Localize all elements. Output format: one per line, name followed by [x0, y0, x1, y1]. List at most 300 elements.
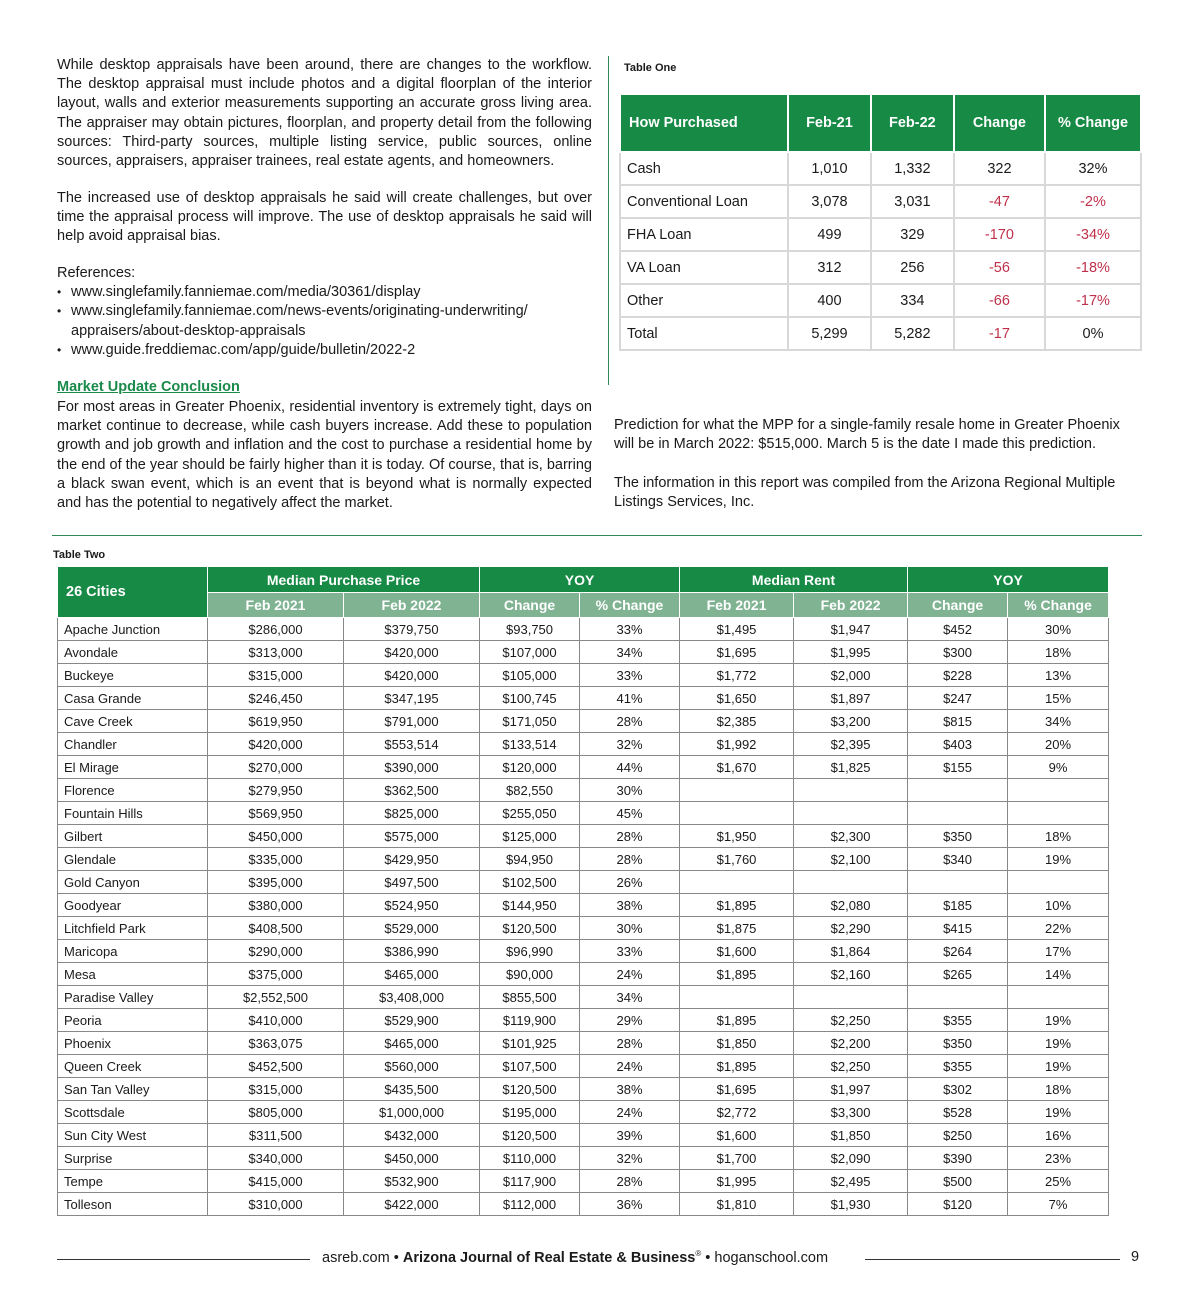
rent-feb-2021: $1,600 — [680, 940, 794, 963]
purchase-change: $96,990 — [480, 940, 580, 963]
subheader-rent-feb-2021: Feb 2021 — [680, 593, 794, 618]
table-two-row — [58, 986, 1109, 1009]
purchase-pct-change: 38% — [580, 894, 680, 917]
purchase-change: $82,550 — [480, 779, 580, 802]
table-two-row — [58, 940, 1109, 963]
rent-feb-2021 — [680, 986, 794, 1009]
city-name: Apache Junction — [58, 618, 208, 641]
reference-link[interactable]: • www.singlefamily.fanniemae.com/news-events/originating-underwriting/ appraisers/about-desktop-appraisals — [71, 302, 597, 340]
table-two-row — [58, 641, 1109, 664]
purchase-feb-2021: $408,500 — [208, 917, 344, 940]
rent-feb-2022 — [794, 779, 908, 802]
rent-feb-2021: $1,895 — [680, 963, 794, 986]
table-two-row — [58, 917, 1109, 940]
city-name: Maricopa — [58, 940, 208, 963]
table-one-cell-feb22: 334 — [871, 284, 954, 317]
purchase-pct-change: 36% — [580, 1193, 680, 1216]
page-number: 9 — [1131, 1249, 1140, 1265]
purchase-feb-2021: $313,000 — [208, 641, 344, 664]
city-name: Fountain Hills — [58, 802, 208, 825]
reference-link[interactable]: • www.guide.freddiemac.com/app/guide/bulletin/2022-2 — [71, 341, 597, 360]
purchase-feb-2021: $270,000 — [208, 756, 344, 779]
table-one-row — [620, 152, 1141, 185]
purchase-feb-2021: $410,000 — [208, 1009, 344, 1032]
purchase-pct-change: 39% — [580, 1124, 680, 1147]
table-one-cell-feb21: 1,010 — [788, 152, 871, 185]
purchase-feb-2022: $379,750 — [344, 618, 480, 641]
purchase-feb-2022: $450,000 — [344, 1147, 480, 1170]
purchase-change: $171,050 — [480, 710, 580, 733]
table-one-row — [620, 317, 1141, 350]
rent-feb-2021: $1,850 — [680, 1032, 794, 1055]
rent-feb-2022 — [794, 871, 908, 894]
purchase-feb-2022: $791,000 — [344, 710, 480, 733]
table-one-row — [620, 185, 1141, 218]
purchase-change: $120,500 — [480, 917, 580, 940]
rent-pct-change: 18% — [1008, 641, 1109, 664]
rent-feb-2021 — [680, 802, 794, 825]
purchase-feb-2021: $569,950 — [208, 802, 344, 825]
table-two-row — [58, 848, 1109, 871]
table-two-row — [58, 1078, 1109, 1101]
table-one-caption: Table One — [624, 62, 677, 74]
rent-feb-2021: $1,695 — [680, 641, 794, 664]
table-one-row — [620, 251, 1141, 284]
city-name: Avondale — [58, 641, 208, 664]
rent-change: $390 — [908, 1147, 1008, 1170]
purchase-change: $117,900 — [480, 1170, 580, 1193]
rent-pct-change: 19% — [1008, 1101, 1109, 1124]
rent-pct-change: 22% — [1008, 917, 1109, 940]
rent-pct-change: 16% — [1008, 1124, 1109, 1147]
purchase-feb-2021: $335,000 — [208, 848, 344, 871]
rent-feb-2022: $1,825 — [794, 756, 908, 779]
city-name: Chandler — [58, 733, 208, 756]
prediction-paragraph: Prediction for what the MPP for a single-family resale home in Greater Phoenix will be in March 2022: $515,000. March 5 is the date I made this prediction. — [614, 417, 1120, 453]
rent-pct-change: 14% — [1008, 963, 1109, 986]
city-name: Litchfield Park — [58, 917, 208, 940]
rent-feb-2022: $1,897 — [794, 687, 908, 710]
purchase-feb-2022: $390,000 — [344, 756, 480, 779]
purchase-feb-2021: $450,000 — [208, 825, 344, 848]
purchase-change: $119,900 — [480, 1009, 580, 1032]
city-name: Phoenix — [58, 1032, 208, 1055]
rent-feb-2022: $2,300 — [794, 825, 908, 848]
rent-change: $265 — [908, 963, 1008, 986]
purchase-feb-2022: $497,500 — [344, 871, 480, 894]
table-two-row — [58, 779, 1109, 802]
city-name: Peoria — [58, 1009, 208, 1032]
table-one-cell-change: -66 — [954, 284, 1045, 317]
purchase-feb-2022: $362,500 — [344, 779, 480, 802]
purchase-pct-change: 28% — [580, 710, 680, 733]
table-one-cell-feb21: 5,299 — [788, 317, 871, 350]
table-two-row — [58, 963, 1109, 986]
rent-feb-2021: $1,950 — [680, 825, 794, 848]
purchase-feb-2021: $619,950 — [208, 710, 344, 733]
city-name: Scottsdale — [58, 1101, 208, 1124]
purchase-feb-2022: $465,000 — [344, 1032, 480, 1055]
purchase-change: $100,745 — [480, 687, 580, 710]
rent-feb-2022: $2,290 — [794, 917, 908, 940]
purchase-feb-2021: $380,000 — [208, 894, 344, 917]
purchase-feb-2022: $529,000 — [344, 917, 480, 940]
rent-pct-change — [1008, 986, 1109, 1009]
purchase-feb-2021: $805,000 — [208, 1101, 344, 1124]
table-one-cell-pct: -17% — [1045, 284, 1141, 317]
rent-feb-2021: $1,995 — [680, 1170, 794, 1193]
header-how-purchased: How Purchased — [620, 94, 788, 152]
rent-feb-2021: $1,670 — [680, 756, 794, 779]
footer-rule-left — [57, 1259, 310, 1260]
city-name: Gold Canyon — [58, 871, 208, 894]
purchase-change: $110,000 — [480, 1147, 580, 1170]
table-two-row — [58, 687, 1109, 710]
table-two-row — [58, 710, 1109, 733]
city-name: Casa Grande — [58, 687, 208, 710]
table-one-cell-pct: 0% — [1045, 317, 1141, 350]
rent-pct-change: 34% — [1008, 710, 1109, 733]
subheader-rent-feb-2022: Feb 2022 — [794, 593, 908, 618]
purchase-change: $90,000 — [480, 963, 580, 986]
rent-feb-2021: $1,700 — [680, 1147, 794, 1170]
subheader-rent-pct-change: % Change — [1008, 593, 1109, 618]
rent-feb-2022: $2,160 — [794, 963, 908, 986]
rent-feb-2021: $1,810 — [680, 1193, 794, 1216]
purchase-change: $133,514 — [480, 733, 580, 756]
desktop-appraisal-paragraph: While desktop appraisals have been around, there are changes to the workflow. The desktop appraisal must include photos and a digital floorplan of the interior layout, walls and exterior measurements supporting an accurate gross living area. The appraiser may obtain pictures, floorplan, and property detail from the following sources: Third-party sources, multiple listing service, public sources, online sources, appraisers, appraiser trainees, real estate agents, and homeowners. — [57, 57, 592, 170]
header-change: Change — [954, 94, 1045, 152]
rent-change: $120 — [908, 1193, 1008, 1216]
rent-feb-2022: $1,930 — [794, 1193, 908, 1216]
rent-change: $340 — [908, 848, 1008, 871]
purchase-pct-change: 28% — [580, 848, 680, 871]
purchase-change: $120,000 — [480, 756, 580, 779]
rent-change: $302 — [908, 1078, 1008, 1101]
references-label: References: — [57, 265, 136, 281]
market-conclusion-paragraph: For most areas in Greater Phoenix, residential inventory is extremely tight, days on market continue to decrease, while cash buyers increase. Add these to population growth and job growth and inflation and the cost to purchase a residential home by the end of the year should be fairly higher than it is today. Of course, that is, barring a black swan event, which is an event that is beyond what is normally expected and has the potential to negatively affect the market. — [57, 399, 592, 512]
rent-feb-2021: $1,695 — [680, 1078, 794, 1101]
purchase-pct-change: 32% — [580, 733, 680, 756]
rent-feb-2022: $2,495 — [794, 1170, 908, 1193]
market-update-title[interactable]: Market Update Conclusion — [57, 379, 240, 395]
rent-feb-2022: $2,080 — [794, 894, 908, 917]
purchase-feb-2022: $532,900 — [344, 1170, 480, 1193]
table-two — [57, 566, 1109, 1216]
rent-feb-2022: $1,995 — [794, 641, 908, 664]
purchase-feb-2021: $311,500 — [208, 1124, 344, 1147]
rent-change — [908, 871, 1008, 894]
rent-feb-2021: $1,992 — [680, 733, 794, 756]
table-two-row — [58, 1101, 1109, 1124]
rent-change: $247 — [908, 687, 1008, 710]
rent-feb-2022 — [794, 986, 908, 1009]
purchase-feb-2021: $286,000 — [208, 618, 344, 641]
city-name: Cave Creek — [58, 710, 208, 733]
rent-feb-2021: $1,895 — [680, 894, 794, 917]
city-name: Paradise Valley — [58, 986, 208, 1009]
rent-feb-2021: $1,895 — [680, 1009, 794, 1032]
table-one-body — [620, 152, 1141, 350]
rent-feb-2022: $2,250 — [794, 1055, 908, 1078]
purchase-pct-change: 30% — [580, 779, 680, 802]
rent-pct-change: 15% — [1008, 687, 1109, 710]
subheader-pct-change: % Change — [580, 593, 680, 618]
purchase-pct-change: 34% — [580, 641, 680, 664]
purchase-feb-2022: $432,000 — [344, 1124, 480, 1147]
purchase-change: $102,500 — [480, 871, 580, 894]
rent-change: $528 — [908, 1101, 1008, 1124]
purchase-pct-change: 44% — [580, 756, 680, 779]
city-name: Tolleson — [58, 1193, 208, 1216]
table-one-row — [620, 284, 1141, 317]
rent-feb-2021: $1,895 — [680, 1055, 794, 1078]
table-two-row — [58, 1170, 1109, 1193]
purchase-change: $855,500 — [480, 986, 580, 1009]
purchase-feb-2021: $2,552,500 — [208, 986, 344, 1009]
purchase-pct-change: 33% — [580, 618, 680, 641]
rent-feb-2022: $2,200 — [794, 1032, 908, 1055]
rent-pct-change: 10% — [1008, 894, 1109, 917]
rent-change: $415 — [908, 917, 1008, 940]
table-two-row — [58, 618, 1109, 641]
header-yoy-purchase: YOY — [480, 567, 680, 593]
city-name: Glendale — [58, 848, 208, 871]
table-two-row — [58, 1147, 1109, 1170]
purchase-type-label: Other — [620, 284, 788, 317]
purchase-type-label: Cash — [620, 152, 788, 185]
city-name: Goodyear — [58, 894, 208, 917]
purchase-feb-2022: $465,000 — [344, 963, 480, 986]
purchase-type-label: Conventional Loan — [620, 185, 788, 218]
table-one-cell-feb22: 3,031 — [871, 185, 954, 218]
purchase-feb-2022: $422,000 — [344, 1193, 480, 1216]
rent-feb-2021: $1,600 — [680, 1124, 794, 1147]
purchase-pct-change: 24% — [580, 1055, 680, 1078]
rent-pct-change: 13% — [1008, 664, 1109, 687]
rent-change: $155 — [908, 756, 1008, 779]
city-name: Mesa — [58, 963, 208, 986]
table-one-cell-feb22: 329 — [871, 218, 954, 251]
table-one-cell-feb22: 256 — [871, 251, 954, 284]
header-pct-change: % Change — [1045, 94, 1141, 152]
purchase-change: $120,500 — [480, 1078, 580, 1101]
rent-feb-2021: $1,875 — [680, 917, 794, 940]
purchase-change: $107,000 — [480, 641, 580, 664]
purchase-pct-change: 24% — [580, 963, 680, 986]
city-name: Sun City West — [58, 1124, 208, 1147]
references-list — [57, 283, 597, 360]
rent-pct-change: 9% — [1008, 756, 1109, 779]
reference-link[interactable]: • www.singlefamily.fanniemae.com/media/30361/display — [71, 283, 597, 302]
purchase-change: $255,050 — [480, 802, 580, 825]
header-cities: 26 Cities — [58, 567, 208, 618]
table-one-cell-change: -56 — [954, 251, 1045, 284]
purchase-feb-2022: $3,408,000 — [344, 986, 480, 1009]
appraisal-challenges-paragraph: The increased use of desktop appraisals he said will create challenges, but over time the appraisal process will improve. The use of desktop appraisals he said will help avoid appraisal bias. — [57, 190, 592, 245]
purchase-feb-2022: $524,950 — [344, 894, 480, 917]
rent-feb-2022: $1,947 — [794, 618, 908, 641]
rent-change — [908, 802, 1008, 825]
footer-site-asreb[interactable]: asreb.com — [322, 1249, 390, 1266]
table-one-cell-pct: -2% — [1045, 185, 1141, 218]
purchase-change: $94,950 — [480, 848, 580, 871]
rent-feb-2022: $1,997 — [794, 1078, 908, 1101]
rent-pct-change: 20% — [1008, 733, 1109, 756]
purchase-feb-2022: $429,950 — [344, 848, 480, 871]
table-two-row — [58, 664, 1109, 687]
rent-feb-2022: $2,100 — [794, 848, 908, 871]
rent-change: $250 — [908, 1124, 1008, 1147]
header-median-rent: Median Rent — [680, 567, 908, 593]
rent-pct-change: 18% — [1008, 825, 1109, 848]
purchase-feb-2022: $1,000,000 — [344, 1101, 480, 1124]
table-one-cell-feb21: 312 — [788, 251, 871, 284]
purchase-change: $93,750 — [480, 618, 580, 641]
purchase-feb-2022: $347,195 — [344, 687, 480, 710]
purchase-feb-2022: $575,000 — [344, 825, 480, 848]
purchase-feb-2022: $435,500 — [344, 1078, 480, 1101]
purchase-feb-2021: $395,000 — [208, 871, 344, 894]
city-name: Queen Creek — [58, 1055, 208, 1078]
footer-rule-right — [865, 1259, 1120, 1260]
purchase-pct-change: 45% — [580, 802, 680, 825]
purchase-change: $107,500 — [480, 1055, 580, 1078]
city-name: Florence — [58, 779, 208, 802]
city-name: El Mirage — [58, 756, 208, 779]
footer-journal-name: Arizona Journal of Real Estate & Business — [402, 1249, 696, 1266]
source-paragraph: The information in this report was compiled from the Arizona Regional Multiple Listings Services, Inc. — [614, 475, 1116, 511]
purchase-change: $101,925 — [480, 1032, 580, 1055]
rent-feb-2022: $2,090 — [794, 1147, 908, 1170]
rent-change: $264 — [908, 940, 1008, 963]
purchase-change: $125,000 — [480, 825, 580, 848]
rent-change: $355 — [908, 1009, 1008, 1032]
table-two-row — [58, 1124, 1109, 1147]
purchase-feb-2021: $415,000 — [208, 1170, 344, 1193]
table-one-cell-change: -170 — [954, 218, 1045, 251]
rent-change: $355 — [908, 1055, 1008, 1078]
table-one-cell-change: -17 — [954, 317, 1045, 350]
rent-change: $300 — [908, 641, 1008, 664]
table-one — [619, 93, 1142, 351]
purchase-feb-2022: $560,000 — [344, 1055, 480, 1078]
city-name: Gilbert — [58, 825, 208, 848]
rent-pct-change — [1008, 802, 1109, 825]
subheader-change: Change — [480, 593, 580, 618]
table-one-cell-change: 322 — [954, 152, 1045, 185]
rent-pct-change: 19% — [1008, 1055, 1109, 1078]
purchase-pct-change: 28% — [580, 825, 680, 848]
rent-pct-change: 25% — [1008, 1170, 1109, 1193]
table-two-row — [58, 894, 1109, 917]
rent-change: $228 — [908, 664, 1008, 687]
rent-feb-2022 — [794, 802, 908, 825]
table-two-caption: Table Two — [53, 549, 106, 561]
rent-change: $452 — [908, 618, 1008, 641]
table-one-cell-feb21: 400 — [788, 284, 871, 317]
rent-feb-2022: $2,395 — [794, 733, 908, 756]
table-one-cell-feb21: 3,078 — [788, 185, 871, 218]
rent-change: $350 — [908, 1032, 1008, 1055]
table-two-row — [58, 1032, 1109, 1055]
footer-text: asreb.com • Arizona Journal of Real Estate & Business® • hoganschool.com — [322, 1249, 829, 1266]
purchase-pct-change: 33% — [580, 940, 680, 963]
purchase-feb-2022: $386,990 — [344, 940, 480, 963]
footer-site-hogan[interactable]: hoganschool.com — [714, 1249, 829, 1266]
table-one-cell-change: -47 — [954, 185, 1045, 218]
rent-feb-2021 — [680, 871, 794, 894]
rent-change: $185 — [908, 894, 1008, 917]
table-two-row — [58, 733, 1109, 756]
rent-feb-2021: $1,650 — [680, 687, 794, 710]
table-two-row — [58, 1193, 1109, 1216]
purchase-pct-change: 30% — [580, 917, 680, 940]
rent-feb-2022: $3,200 — [794, 710, 908, 733]
rent-feb-2022: $2,250 — [794, 1009, 908, 1032]
rent-feb-2022: $2,000 — [794, 664, 908, 687]
table-two-row — [58, 756, 1109, 779]
rent-feb-2021 — [680, 779, 794, 802]
rent-pct-change — [1008, 779, 1109, 802]
rent-pct-change: 19% — [1008, 1032, 1109, 1055]
purchase-pct-change: 38% — [580, 1078, 680, 1101]
section-divider — [52, 535, 1142, 536]
rent-pct-change: 19% — [1008, 1009, 1109, 1032]
header-feb22: Feb-22 — [871, 94, 954, 152]
table-two-row — [58, 1009, 1109, 1032]
registered-mark: ® — [695, 1249, 702, 1258]
purchase-type-label: VA Loan — [620, 251, 788, 284]
city-name: San Tan Valley — [58, 1078, 208, 1101]
table-two-row — [58, 802, 1109, 825]
table-one-cell-feb21: 499 — [788, 218, 871, 251]
table-two-row — [58, 871, 1109, 894]
purchase-pct-change: 32% — [580, 1147, 680, 1170]
rent-feb-2022: $1,864 — [794, 940, 908, 963]
table-one-cell-pct: 32% — [1045, 152, 1141, 185]
rent-feb-2022: $3,300 — [794, 1101, 908, 1124]
subheader-rent-change: Change — [908, 593, 1008, 618]
purchase-type-label: Total — [620, 317, 788, 350]
table-two-body — [58, 618, 1109, 1216]
purchase-pct-change: 28% — [580, 1170, 680, 1193]
purchase-feb-2022: $825,000 — [344, 802, 480, 825]
table-two-row — [58, 825, 1109, 848]
rent-feb-2022: $1,850 — [794, 1124, 908, 1147]
rent-pct-change: 17% — [1008, 940, 1109, 963]
purchase-type-label: FHA Loan — [620, 218, 788, 251]
rent-change — [908, 986, 1008, 1009]
purchase-pct-change: 28% — [580, 1032, 680, 1055]
rent-change: $350 — [908, 825, 1008, 848]
header-yoy-rent: YOY — [908, 567, 1109, 593]
rent-feb-2021: $2,385 — [680, 710, 794, 733]
subheader-feb-2022: Feb 2022 — [344, 593, 480, 618]
purchase-pct-change: 29% — [580, 1009, 680, 1032]
purchase-change: $120,500 — [480, 1124, 580, 1147]
rent-feb-2021: $2,772 — [680, 1101, 794, 1124]
rent-pct-change: 30% — [1008, 618, 1109, 641]
table-two-row — [58, 1055, 1109, 1078]
purchase-feb-2021: $246,450 — [208, 687, 344, 710]
table-one-cell-feb22: 5,282 — [871, 317, 954, 350]
purchase-feb-2021: $375,000 — [208, 963, 344, 986]
rent-change: $500 — [908, 1170, 1008, 1193]
purchase-feb-2022: $529,900 — [344, 1009, 480, 1032]
purchase-feb-2021: $420,000 — [208, 733, 344, 756]
purchase-feb-2022: $553,514 — [344, 733, 480, 756]
